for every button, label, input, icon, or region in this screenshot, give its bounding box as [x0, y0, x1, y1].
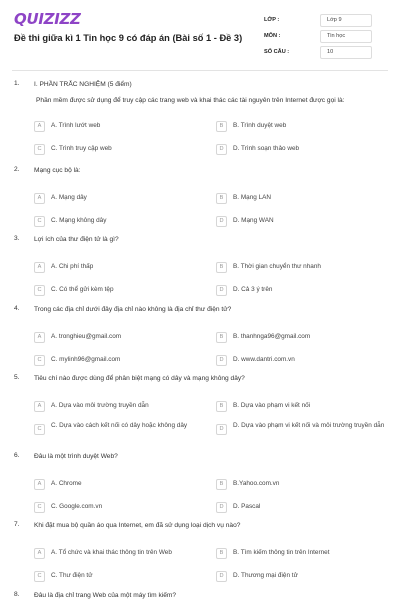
header-divider — [12, 70, 388, 71]
answer-option-d[interactable] — [216, 214, 386, 228]
answer-option-b[interactable] — [216, 477, 386, 491]
meta-label: LỚP : — [264, 17, 280, 23]
option-letter-box: D — [216, 144, 227, 155]
answer-option-a[interactable] — [34, 399, 204, 413]
option-letter-box: B — [216, 193, 227, 204]
option-text: B. Thời gian chuyển thư nhanh — [233, 263, 321, 270]
option-text: A. tronghieu@gmail.com — [51, 333, 122, 340]
answer-option-b[interactable] — [216, 330, 386, 344]
option-letter-box: A — [34, 332, 45, 343]
option-letter-box: D — [216, 285, 227, 296]
worksheet-header — [0, 0, 400, 70]
question-number: 4. — [14, 305, 20, 312]
option-letter-box: B — [216, 479, 227, 490]
option-text: A. Chi phí thấp — [51, 263, 94, 270]
option-text: D. Pascal — [233, 503, 261, 510]
option-text: A. Trình lướt web — [51, 122, 101, 129]
meta-count-row — [264, 44, 388, 60]
option-letter-box: B — [216, 332, 227, 343]
question-number: 1. — [14, 80, 20, 87]
question-text: Đâu là địa chỉ trang Web của một máy tìm kiếm? — [34, 592, 177, 599]
question-text: Đâu là một trình duyệt Web? — [34, 453, 118, 460]
option-text: C. Có thể gửi kèm tệp — [51, 286, 114, 293]
option-letter-box: C — [34, 285, 45, 296]
option-letter-box: A — [34, 121, 45, 132]
answer-option-a[interactable] — [34, 191, 204, 205]
option-text: D. Cả 3 ý trên — [233, 286, 273, 293]
question-number: 2. — [14, 166, 20, 173]
option-text: A. Chrome — [51, 480, 82, 487]
option-text: D. www.dantri.com.vn — [233, 356, 295, 363]
meta-class-row — [264, 12, 388, 28]
option-letter-box: B — [216, 401, 227, 412]
option-text: A. Mạng dây — [51, 194, 87, 201]
question-text: Tiêu chí nào được dùng để phân biệt mạng có dây và mạng không dây? — [34, 375, 245, 382]
option-text: B. Dựa vào phạm vi kết nối — [233, 402, 311, 409]
option-text: A. Dựa vào môi trường truyền dẫn — [51, 402, 149, 409]
option-letter-box: C — [34, 216, 45, 227]
option-text: C. Trình truy cập web — [51, 145, 112, 152]
answer-option-b[interactable] — [216, 191, 386, 205]
question-text: Mạng cục bộ là: — [34, 167, 81, 174]
option-letter-box: D — [216, 502, 227, 513]
option-letter-box: B — [216, 121, 227, 132]
option-letter-box: A — [34, 548, 45, 559]
option-text: C. Google.com.vn — [51, 503, 103, 510]
answer-option-c[interactable] — [34, 214, 204, 228]
answer-option-d[interactable] — [216, 353, 386, 367]
option-text: B.Yahoo.com.vn — [233, 480, 280, 487]
question-text: Trong các địa chỉ dưới đây địa chỉ nào không là địa chỉ thư điện tử? — [34, 306, 232, 313]
question-number: 7. — [14, 521, 20, 528]
worksheet-meta — [264, 12, 388, 60]
option-letter-box: A — [34, 193, 45, 204]
question-number: 8. — [14, 591, 20, 598]
option-text: C. mylinh96@gmail.com — [51, 356, 121, 363]
option-text: A. Tổ chức và khai thác thông tin trên Web — [51, 549, 172, 556]
option-letter-box: C — [34, 571, 45, 582]
answer-option-c[interactable] — [34, 353, 204, 367]
meta-class-field: Lớp 9 — [320, 14, 372, 27]
answer-option-a[interactable] — [34, 119, 204, 133]
answer-option-d[interactable] — [216, 422, 386, 444]
answer-option-d[interactable] — [216, 283, 386, 297]
option-text: C. Thư điện tử — [51, 572, 93, 579]
answer-option-c[interactable] — [34, 569, 204, 583]
option-text: B. thanhnga96@gmail.com — [233, 333, 311, 340]
option-letter-box: D — [216, 424, 227, 435]
answer-option-d[interactable] — [216, 142, 386, 156]
option-letter-box: D — [216, 216, 227, 227]
question-subtext: Phần mềm được sử dụng để truy cập các trang web và khai thác các tài nguyên trên Internet được gọi là: — [36, 97, 345, 104]
answer-option-c[interactable] — [34, 500, 204, 514]
option-letter-box: C — [34, 502, 45, 513]
answer-option-a[interactable] — [34, 546, 204, 560]
question-number: 5. — [14, 374, 20, 381]
question-text: Khi đặt mua bộ quần áo qua Internet, em đã sử dụng loại dịch vụ nào? — [34, 522, 241, 529]
option-letter-box: C — [34, 424, 45, 435]
meta-label: SỐ CÂU : — [264, 49, 290, 55]
option-letter-box: D — [216, 571, 227, 582]
question-number: 3. — [14, 235, 20, 242]
question-text: I. PHẦN TRẮC NGHIỆM (5 điểm) — [34, 81, 132, 88]
option-text: D. Trình soạn thảo web — [233, 145, 300, 152]
answer-option-b[interactable] — [216, 119, 386, 133]
option-letter-box: A — [34, 262, 45, 273]
option-letter-box: C — [34, 355, 45, 366]
option-text: D. Thương mại điện tử — [233, 572, 298, 579]
option-text: C. Dựa vào cách kết nối có dây hoặc không dây — [51, 422, 188, 429]
option-letter-box: D — [216, 355, 227, 366]
answer-option-a[interactable] — [34, 477, 204, 491]
answer-option-b[interactable] — [216, 260, 386, 274]
option-text: B. Tìm kiếm thông tin trên Internet — [233, 549, 330, 556]
option-text: D. Mạng WAN — [233, 217, 274, 224]
quizizz-logo: QUIZIZZ — [14, 10, 81, 28]
answer-option-b[interactable] — [216, 399, 386, 413]
answer-option-d[interactable] — [216, 500, 386, 514]
option-letter-box: B — [216, 262, 227, 273]
answer-option-b[interactable] — [216, 546, 386, 560]
answer-option-a[interactable] — [34, 330, 204, 344]
meta-label: MÔN : — [264, 33, 281, 39]
answer-option-d[interactable] — [216, 569, 386, 583]
option-letter-box: A — [34, 401, 45, 412]
answer-option-a[interactable] — [34, 260, 204, 274]
meta-count-field: 10 — [320, 46, 372, 59]
option-text: C. Mạng không dây — [51, 217, 107, 224]
option-letter-box: B — [216, 548, 227, 559]
answer-option-c[interactable] — [34, 422, 204, 444]
option-letter-box: C — [34, 144, 45, 155]
meta-subject-field: Tin học — [320, 30, 372, 43]
document-title: Đề thi giữa kì 1 Tin học 9 có đáp án (Bài số 1 - Đề 3) — [14, 33, 243, 43]
option-text: B. Mạng LAN — [233, 194, 272, 201]
question-text: Lợi ích của thư điện tử là gì? — [34, 236, 119, 243]
answer-option-c[interactable] — [34, 283, 204, 297]
answer-option-c[interactable] — [34, 142, 204, 156]
option-text: B. Trình duyệt web — [233, 122, 287, 129]
option-letter-box: A — [34, 479, 45, 490]
meta-subject-row — [264, 28, 388, 44]
option-text: D. Dựa vào phạm vi kết nối và môi trường truyền dẫn — [233, 422, 385, 429]
question-number: 6. — [14, 452, 20, 459]
